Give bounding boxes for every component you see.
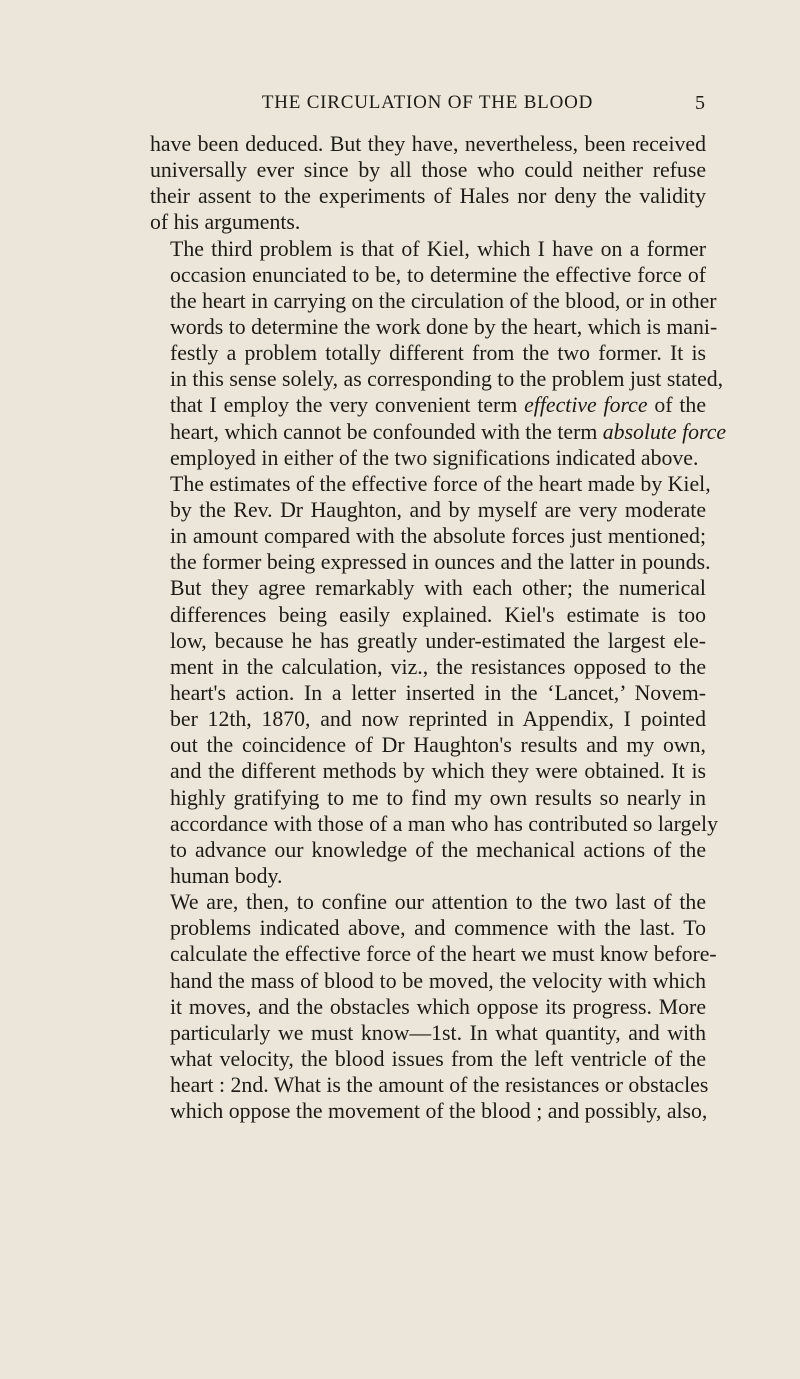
text-line: We are, then, to confine our attention to the two last of the [170,890,706,915]
text-line: the former being expressed in ounces and the latter in pounds. [170,550,711,575]
text-line: human body. [170,863,283,888]
text-line: words to determine the work done by the heart, which is mani- [170,314,718,339]
text-line: calculate the effective force of the heart we must know before- [170,942,717,967]
text-line: heart : 2nd. What is the amount of the resistances or obstacles [170,1073,709,1098]
text-line: and the different methods by which they were obtained. It is [170,759,706,784]
running-head: THE CIRCULATION OF THE BLOOD [261,92,594,113]
text-line: in this sense solely, as corresponding to the problem just stated, [170,367,724,392]
text-line: in amount compared with the absolute forces just mentioned; [170,524,706,549]
page-header [150,88,705,118]
text-line: which oppose the movement of the blood ; and possibly, also, [170,1099,708,1124]
text-line: The third problem is that of Kiel, which I have on a former [170,236,706,261]
text-line: highly gratifying to me to find my own results so nearly in [170,785,706,810]
text-line: out the coincidence of Dr Haughton's results and my own, [170,733,706,758]
text-line: by the Rev. Dr Haughton, and by myself are very moderate [170,497,706,522]
text-line: heart's action. In a letter inserted in the ‘Lancet,’ Novem- [170,680,706,705]
text-line: problems indicated above, and commence with the last. To [170,916,706,941]
text-line: to advance our knowledge of the mechanical actions of the [170,837,706,862]
text-line: hand the mass of blood to be moved, the velocity with which [170,968,706,993]
paragraph-4 [150,889,717,1124]
text-line: their assent to the experiments of Hales nor deny the validity [150,184,706,209]
page-number: 5 [695,92,705,114]
text-line: accordance with those of a man who has contributed so largely [170,811,718,836]
text-line: universally ever since by all those who could neither refuse [150,158,706,183]
text-line: the heart in carrying on the circulation of the blood, or in other [170,288,717,313]
text-line: low, because he has greatly under-estimated the largest ele- [170,628,706,653]
text-line: what velocity, the blood issues from the left ventricle of the [170,1046,706,1071]
body-text [150,131,727,1124]
text-line: employed in either of the two significations indicated above. [170,445,699,470]
text-line: of his arguments. [150,210,301,235]
text-line: ment in the calculation, viz., the resistances opposed to the [170,654,706,679]
emphasized-term: effective force [524,393,648,418]
text-line: have been deduced. But they have, nevertheless, been received [150,132,706,156]
paragraph-3 [150,471,718,889]
text-line: that I employ the very convenient term effective force of the [170,393,707,418]
text-line: heart, which cannot be confounded with the term absolute force [170,419,727,444]
text-line: particularly we must know—1st. In what quantity, and with [170,1020,706,1045]
text-line: differences being easily explained. Kiel's estimate is too [170,602,706,627]
text-line: festly a problem totally different from the two former. It is [170,341,706,366]
paragraph-2 [150,236,727,471]
text-line: occasion enunciated to be, to determine the effective force of [170,262,706,287]
text-line: it moves, and the obstacles which oppose its progress. More [170,994,706,1019]
text-line: But they agree remarkably with each other; the numerical [170,576,706,601]
text-line: ber 12th, 1870, and now reprinted in Appendix, I pointed [170,707,706,732]
emphasized-term: absolute force [602,419,727,444]
text-line: The estimates of the effective force of the heart made by Kiel, [170,471,711,496]
paragraph-1 [150,131,706,236]
